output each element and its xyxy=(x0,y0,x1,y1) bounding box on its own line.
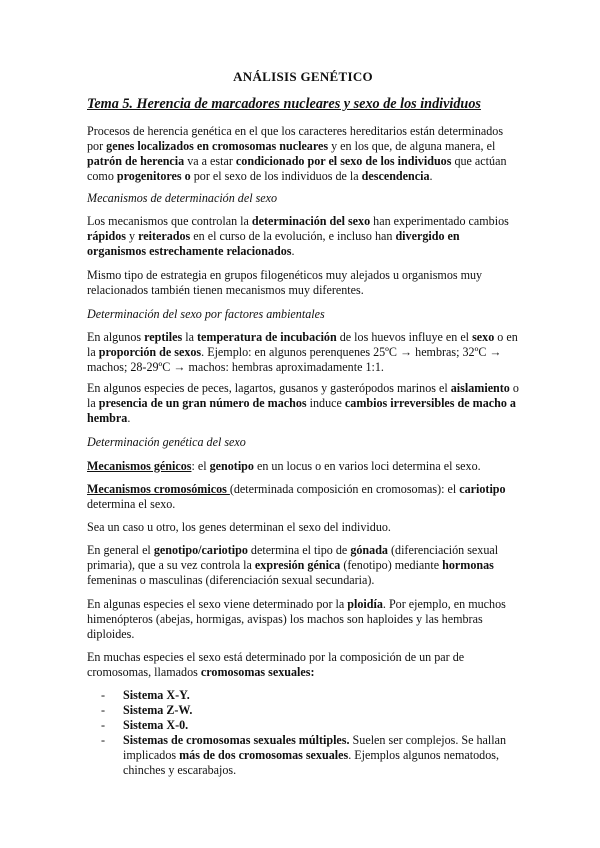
mismo-tipo-paragraph: Mismo tipo de estrategia en grupos filogenéticos muy alejados u organismos muy relacionados también tienen mecanismos muy diferentes. xyxy=(87,268,483,297)
intro-paragraph: Procesos de herencia genética en el que los caracteres hereditarios están determinados por genes localizados en cromosomas nucleares y en los que, de alguna manera, el patrón de herencia va a estar condicionado por el sexo de los individuos que actúan como progenitores o por el sexo de los individuos de la descendencia. xyxy=(87,124,507,183)
sea-paragraph: Sea un caso u otro, los genes determinan el sexo del individuo. xyxy=(87,520,391,534)
list-item: - Sistema X-Y. xyxy=(101,688,190,702)
cromosomicos-paragraph: Mecanismos cromosómicos (determinada composición en cromosomas): el cariotipo determina el sexo. xyxy=(87,482,506,511)
ploidia-paragraph: En algunas especies el sexo viene determinado por la ploidía. Por ejemplo, en muchos himenópteros (abejas, hormigas, avispas) los machos son haploides y las hembras diploides. xyxy=(87,597,506,641)
document-title: ANÁLISIS GENÉTICO xyxy=(233,69,373,84)
list-item: - Sistema X-0. xyxy=(101,718,189,732)
cromosomas-sexuales-paragraph: En muchas especies el sexo está determinado por la composición de un par de cromosomas, llamados cromosomas sexuales: xyxy=(87,650,465,679)
general-paragraph: En general el genotipo/cariotipo determina el tipo de gónada (diferenciación sexual primaria), que a su vez controla la expresión génica (fenotipo) mediante hormonas femeninas o masculinas (diferenciación sexual secundaria). xyxy=(87,543,499,587)
section-heading: Tema 5. Herencia de marcadores nucleares y sexo de los individuos xyxy=(87,96,481,112)
genicos-paragraph: Mecanismos génicos: el genotipo en un locus o en varios loci determina el sexo. xyxy=(87,459,481,473)
mecanismos-paragraph: Los mecanismos que controlan la determinación del sexo han experimentado cambios rápidos y reiterados en el curso de la evolución, e incluso han divergido en organismos estrechamente relacionados. xyxy=(87,214,509,258)
subheading-genetica: Determinación genética del sexo xyxy=(87,435,246,449)
list-item: - Sistemas de cromosomas sexuales múltiples. Suelen ser complejos. Se hallan implicados más de dos cromosomas sexuales. Ejemplos algunos nematodos, chinches y escarabajos. xyxy=(101,733,507,777)
list-item: - Sistema Z-W. xyxy=(101,703,193,717)
sistemas-list xyxy=(87,688,519,778)
peces-paragraph: En algunos especies de peces, lagartos, gusanos y gasterópodos marinos el aislamiento o la presencia de un gran número de machos induce cambios irreversibles de macho a hembra. xyxy=(87,381,519,425)
subheading-mecanismos: Mecanismos de determinación del sexo xyxy=(87,191,278,205)
reptiles-paragraph: En algunos reptiles la temperatura de incubación de los huevos influye en el sexo o en la proporción de sexos. Ejemplo: en algunos perenquenes 25ºC → hembras; 32ºC → machos; 28-29ºC → machos: hembras aproximadamente 1:1. xyxy=(87,330,518,374)
subheading-ambientales: Determinación del sexo por factores ambientales xyxy=(87,307,325,321)
